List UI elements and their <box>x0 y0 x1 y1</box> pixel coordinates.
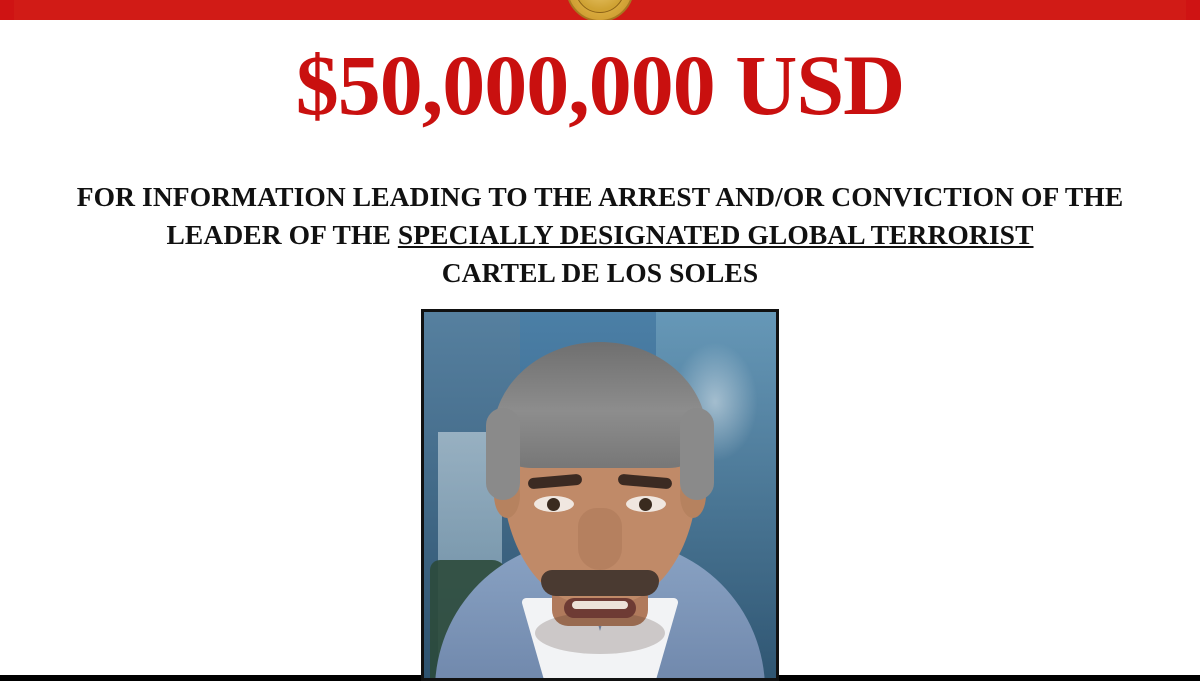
subhead-line-2-underlined: SPECIALLY DESIGNATED GLOBAL TERRORIST <box>397 218 1034 250</box>
photo-hair-side-right <box>680 408 714 500</box>
government-seal-inner-icon <box>575 0 625 13</box>
photo-pupil-left <box>547 498 560 511</box>
subhead-line-3: CARTEL DE LOS SOLES <box>441 256 759 288</box>
subhead-line-2 <box>50 216 1150 254</box>
top-red-banner <box>0 0 1200 20</box>
photo-mouth <box>564 598 636 618</box>
photo-nose <box>578 508 622 570</box>
photo-mustache <box>541 570 659 596</box>
photo-teeth <box>572 601 628 609</box>
subhead-line-1: FOR INFORMATION LEADING TO THE ARREST AND/OR CONVICTION OF THE <box>76 181 1124 212</box>
reward-amount: $50,000,000 USD <box>295 37 905 133</box>
subhead-line-2-prefix: LEADER OF THE <box>166 218 398 250</box>
photo-chin-shadow <box>535 612 665 654</box>
photo-eye-right <box>626 496 666 512</box>
wanted-subject-photo <box>421 309 779 681</box>
reward-subheading <box>50 178 1150 292</box>
photo-hair-side-left <box>486 408 520 500</box>
photo-eye-left <box>534 496 574 512</box>
photo-pupil-right <box>639 498 652 511</box>
